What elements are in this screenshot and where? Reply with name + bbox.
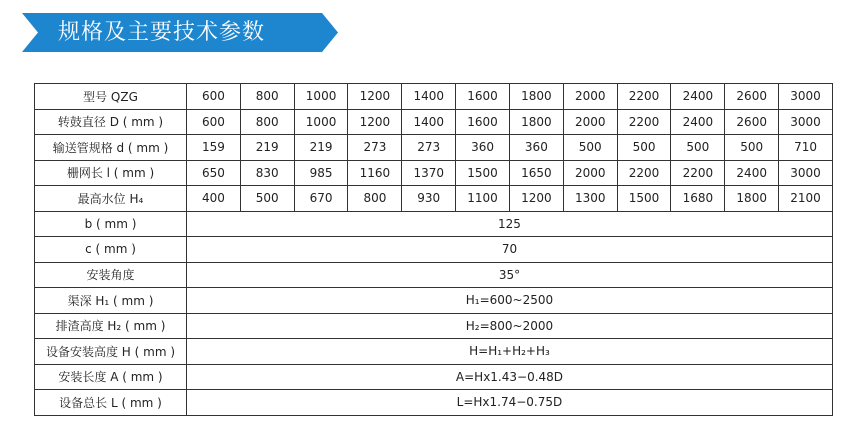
table-cell: 1000 xyxy=(294,109,348,135)
table-cell: 1500 xyxy=(456,160,510,186)
row-label: 排渣高度 H₂ ( mm ) xyxy=(35,313,187,339)
table-row xyxy=(35,364,833,390)
row-label: 栅网长 l ( mm ) xyxy=(35,160,187,186)
row-label: c ( mm ) xyxy=(35,237,187,263)
row-label: 渠深 H₁ ( mm ) xyxy=(35,288,187,314)
table-cell: 985 xyxy=(294,160,348,186)
table-cell: 500 xyxy=(671,135,725,161)
table-cell: 600 xyxy=(187,84,241,110)
table-cell: 3000 xyxy=(779,84,833,110)
table-cell: 500 xyxy=(617,135,671,161)
table-cell: 360 xyxy=(456,135,510,161)
table-row xyxy=(35,262,833,288)
table-cell: 159 xyxy=(187,135,241,161)
merged-cell: H₁=600~2500 xyxy=(187,288,833,314)
table-cell: 500 xyxy=(725,135,779,161)
table-cell: 2400 xyxy=(725,160,779,186)
table-row xyxy=(35,390,833,416)
table-cell: 500 xyxy=(240,186,294,212)
merged-cell: 35° xyxy=(187,262,833,288)
table-cell: 273 xyxy=(348,135,402,161)
spec-table xyxy=(34,83,833,416)
row-label: 输送管规格 d ( mm ) xyxy=(35,135,187,161)
table-row xyxy=(35,109,833,135)
table-cell: 2600 xyxy=(725,109,779,135)
table-row xyxy=(35,313,833,339)
merged-cell: H=H₁+H₂+H₃ xyxy=(187,339,833,365)
table-row xyxy=(35,237,833,263)
table-cell: 1100 xyxy=(456,186,510,212)
table-cell: 2000 xyxy=(563,160,617,186)
table-cell: 800 xyxy=(348,186,402,212)
table-row xyxy=(35,160,833,186)
table-cell: 1300 xyxy=(563,186,617,212)
table-cell: 2400 xyxy=(671,109,725,135)
row-label: 型号 QZG xyxy=(35,84,187,110)
table-cell: 1800 xyxy=(509,84,563,110)
table-row xyxy=(35,186,833,212)
row-label: 设备总长 L ( mm ) xyxy=(35,390,187,416)
table-cell: 1600 xyxy=(456,109,510,135)
merged-cell: L=Hx1.74−0.75D xyxy=(187,390,833,416)
table-cell: 2200 xyxy=(617,160,671,186)
table-cell: 800 xyxy=(240,84,294,110)
table-cell: 2200 xyxy=(617,109,671,135)
row-label: 安装长度 A ( mm ) xyxy=(35,364,187,390)
table-cell: 1160 xyxy=(348,160,402,186)
table-cell: 800 xyxy=(240,109,294,135)
table-cell: 600 xyxy=(187,109,241,135)
table-cell: 1200 xyxy=(348,84,402,110)
table-cell: 2100 xyxy=(779,186,833,212)
table-cell: 500 xyxy=(563,135,617,161)
table-cell: 219 xyxy=(294,135,348,161)
row-label: 最高水位 H₄ xyxy=(35,186,187,212)
table-row xyxy=(35,288,833,314)
table-cell: 1370 xyxy=(402,160,456,186)
table-cell: 1600 xyxy=(456,84,510,110)
table-row xyxy=(35,135,833,161)
table-cell: 273 xyxy=(402,135,456,161)
table-row xyxy=(35,211,833,237)
section-title: 规格及主要技术参数 xyxy=(58,20,266,45)
table-cell: 3000 xyxy=(779,160,833,186)
table-cell: 2200 xyxy=(617,84,671,110)
table-cell: 1400 xyxy=(402,84,456,110)
row-label: 转鼓直径 D ( mm ) xyxy=(35,109,187,135)
table-cell: 930 xyxy=(402,186,456,212)
table-cell: 830 xyxy=(240,160,294,186)
merged-cell: H₂=800~2000 xyxy=(187,313,833,339)
table-cell: 1650 xyxy=(509,160,563,186)
table-cell: 1680 xyxy=(671,186,725,212)
table-cell: 1400 xyxy=(402,109,456,135)
table-cell: 710 xyxy=(779,135,833,161)
table-cell: 2600 xyxy=(725,84,779,110)
table-cell: 2000 xyxy=(563,109,617,135)
section-banner xyxy=(22,13,338,52)
table-cell: 650 xyxy=(187,160,241,186)
merged-cell: 125 xyxy=(187,211,833,237)
table-cell: 1500 xyxy=(617,186,671,212)
table-row xyxy=(35,339,833,365)
table-cell: 1800 xyxy=(509,109,563,135)
table-cell: 400 xyxy=(187,186,241,212)
table-cell: 1000 xyxy=(294,84,348,110)
table-cell: 3000 xyxy=(779,109,833,135)
table-cell: 2000 xyxy=(563,84,617,110)
table-cell: 1200 xyxy=(509,186,563,212)
row-label: 安装角度 xyxy=(35,262,187,288)
table-cell: 1200 xyxy=(348,109,402,135)
merged-cell: 70 xyxy=(187,237,833,263)
table-cell: 670 xyxy=(294,186,348,212)
table-cell: 360 xyxy=(509,135,563,161)
merged-cell: A=Hx1.43−0.48D xyxy=(187,364,833,390)
table-cell: 219 xyxy=(240,135,294,161)
table-cell: 1800 xyxy=(725,186,779,212)
table-row xyxy=(35,84,833,110)
table-cell: 2200 xyxy=(671,160,725,186)
table-cell: 2400 xyxy=(671,84,725,110)
row-label: 设备安装高度 H ( mm ) xyxy=(35,339,187,365)
row-label: b ( mm ) xyxy=(35,211,187,237)
